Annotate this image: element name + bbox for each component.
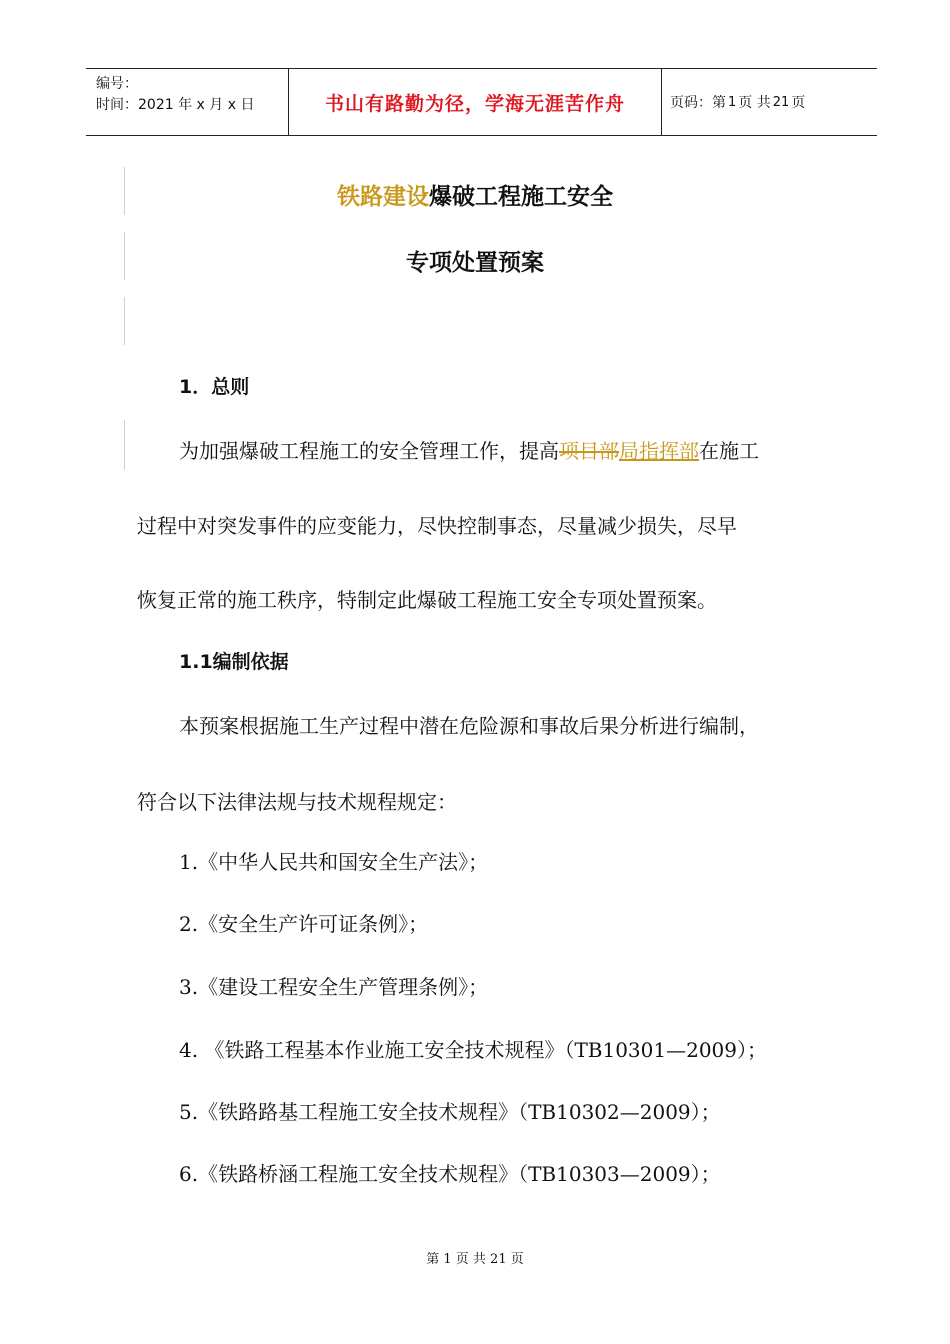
list-item: 2.《安全生产许可证条例》； <box>179 912 429 936</box>
page-suffix: 页 <box>791 95 806 111</box>
list-item: 6.《铁路桥涵工程施工安全技术规程》（TB10303—2009）； <box>179 1162 721 1186</box>
page-current: 1 <box>728 94 737 110</box>
inserted-text: 局指挥部 <box>619 439 699 463</box>
header-meta <box>86 69 288 135</box>
title-inserted-text: 铁路建设 <box>337 184 429 210</box>
paragraph-line: 过程中对突发事件的应变能力，尽快控制事态，尽量减少损失，尽早 <box>137 514 737 538</box>
header-page-info <box>662 69 877 135</box>
section-heading: 1．总则 <box>179 376 250 398</box>
title-text: 爆破工程施工安全 <box>429 184 613 210</box>
document-title-line2: 专项处置预案 <box>406 250 544 276</box>
subsection-heading: 1.1编制依据 <box>179 651 289 673</box>
header-motto-cell <box>288 69 662 135</box>
paragraph-text: 在施工 <box>699 439 759 463</box>
page-footer: 第 1 页 共 21 页 <box>426 1252 524 1267</box>
list-item: 3.《建设工程安全生产管理条例》； <box>179 975 489 999</box>
revision-margin-mark <box>124 420 125 470</box>
deleted-text: 项目部 <box>559 439 619 463</box>
paragraph-line: 符合以下法律法规与技术规程规定： <box>137 790 457 814</box>
revision-margin-mark <box>124 297 125 345</box>
page-total: 21 <box>772 94 790 110</box>
time-label: 时间：2021 年 x 月 x 日 <box>96 97 255 113</box>
paragraph-line: 本预案根据施工生产过程中潜在危险源和事故后果分析进行编制， <box>179 714 759 738</box>
list-item: 5.《铁路路基工程施工安全技术规程》（TB10302—2009）； <box>179 1100 721 1124</box>
paragraph-text: 为加强爆破工程施工的安全管理工作，提高 <box>179 439 559 463</box>
number-label: 编号： <box>96 76 138 92</box>
page-middle: 页 共 <box>738 95 771 111</box>
list-item: 4. 《铁路工程基本作业施工安全技术规程》（TB10301—2009）； <box>179 1038 767 1062</box>
document-title-line1 <box>0 178 950 211</box>
paragraph-line <box>179 435 759 464</box>
page-header <box>86 68 877 136</box>
page-prefix: 页码：第 <box>670 95 726 111</box>
motto-text: 书山有路勤为径，学海无涯苦作舟 <box>324 92 625 115</box>
list-item: 1.《中华人民共和国安全生产法》； <box>179 850 489 874</box>
paragraph-line: 恢复正常的施工秩序，特制定此爆破工程施工安全专项处置预案。 <box>137 588 717 612</box>
